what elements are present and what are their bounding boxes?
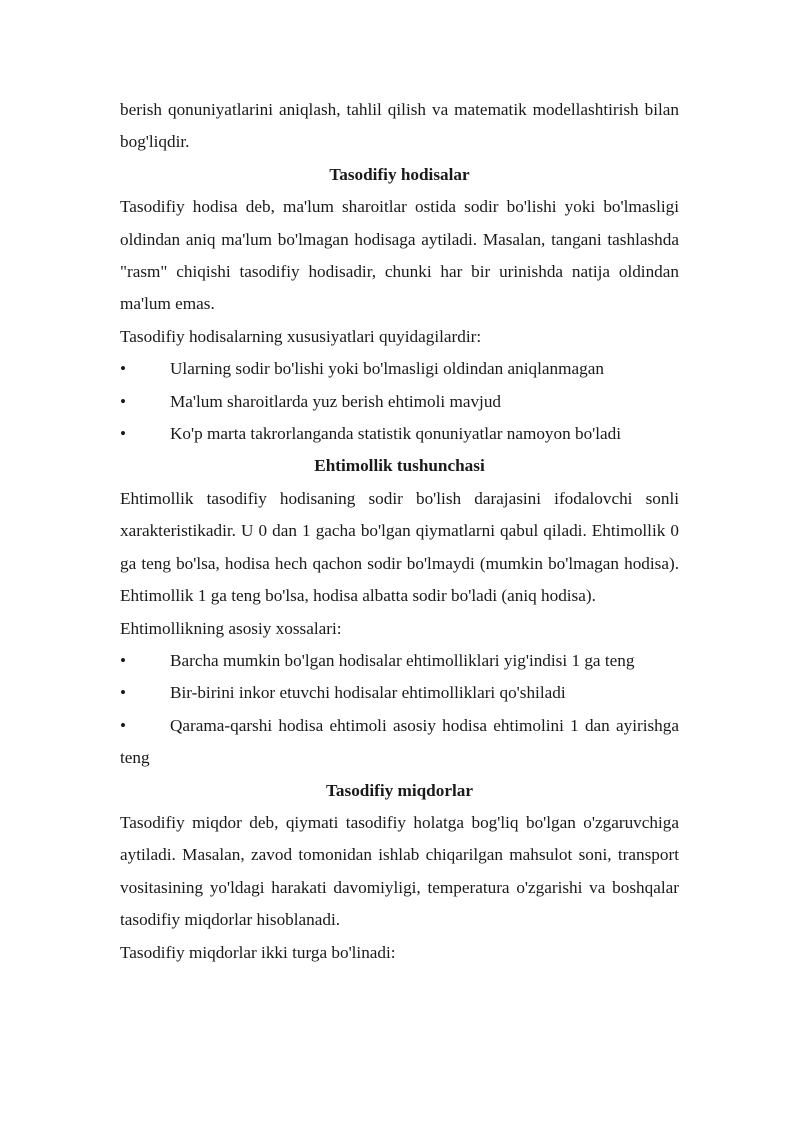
list-probability-properties <box>120 645 679 775</box>
list-item-text: Ma'lum sharoitlarda yuz berish ehtimoli mavjud <box>170 391 502 411</box>
paragraph-intro-continuation: berish qonuniyatlarini aniqlash, tahlil qilish va matematik modellashtirish bilan bog'liqdir. <box>120 100 679 152</box>
list-item-text: Qarama-qarshi hodisa ehtimoli asosiy hodisa ehtimolini 1 dan ayirishga teng <box>120 715 679 768</box>
bullet-icon: • <box>120 424 127 444</box>
bullet-icon: • <box>120 715 127 735</box>
paragraph-random-variable-definition: Tasodifiy miqdor deb, qiymati tasodifiy holatga bog'liq bo'lgan o'zgaruvchiga aytiladi. Masalan, zavod tomonidan ishlab chiqarilgan mahsulot soni, transport vositasining yo'ldagi harakati davomiyligi, temperatura o'zgarishi va boshqalar tasodifiy miqdorlar hisoblanadi. <box>120 812 679 930</box>
list-item <box>120 677 679 709</box>
list-item <box>120 710 679 775</box>
list-item <box>120 645 679 677</box>
list-item-text: Barcha mumkin bo'lgan hodisalar ehtimolliklari yig'indisi 1 ga teng <box>170 650 635 670</box>
paragraph-random-event-properties-intro: Tasodifiy hodisalarning xususiyatlari quyidagilardir: <box>120 326 482 346</box>
paragraph-probability-properties-intro: Ehtimollikning asosiy xossalari: <box>120 618 342 638</box>
section-heading-random-events: Tasodifiy hodisalar <box>329 164 470 184</box>
section-heading-probability-concept: Ehtimollik tushunchasi <box>314 456 485 476</box>
list-item <box>120 418 679 450</box>
bullet-icon: • <box>120 391 127 411</box>
section-heading-random-variables: Tasodifiy miqdorlar <box>326 780 473 800</box>
list-item-text: Ko'p marta takrorlanganda statistik qonuniyatlar namoyon bo'ladi <box>170 424 622 444</box>
paragraph-random-event-definition: Tasodifiy hodisa deb, ma'lum sharoitlar ostida sodir bo'lishi yoki bo'lmasligi oldindan aniq ma'lum bo'lmagan hodisaga aytiladi. Masalan, tangani tashlashda "rasm" chiqishi tasodifiy hodisadir, chunki har bir urinishda natija oldindan ma'lum emas. <box>120 197 679 314</box>
list-random-event-properties <box>120 353 679 450</box>
document-page <box>120 94 679 969</box>
bullet-icon: • <box>120 683 127 703</box>
bullet-icon: • <box>120 650 127 670</box>
list-item-text: Ularning sodir bo'lishi yoki bo'lmasligi oldindan aniqlanmagan <box>170 359 604 379</box>
bullet-icon: • <box>120 359 127 379</box>
paragraph-random-variable-types-intro: Tasodifiy miqdorlar ikki turga bo'linadi: <box>120 942 396 962</box>
list-item <box>120 386 679 418</box>
list-item <box>120 353 679 385</box>
list-item-text: Bir-birini inkor etuvchi hodisalar ehtimolliklari qo'shiladi <box>170 683 566 703</box>
paragraph-probability-definition: Ehtimollik tasodifiy hodisaning sodir bo'lish darajasini ifodalovchi sonli xarakteristikadir. U 0 dan 1 gacha bo'lgan qiymatlarni qabul qiladi. Ehtimollik 0 ga teng bo'lsa, hodisa hech qachon sodir bo'lmaydi (mumkin bo'lmagan hodisa). Ehtimollik 1 ga teng bo'lsa, hodisa albatta sodir bo'ladi (aniq hodisa). <box>120 488 679 606</box>
